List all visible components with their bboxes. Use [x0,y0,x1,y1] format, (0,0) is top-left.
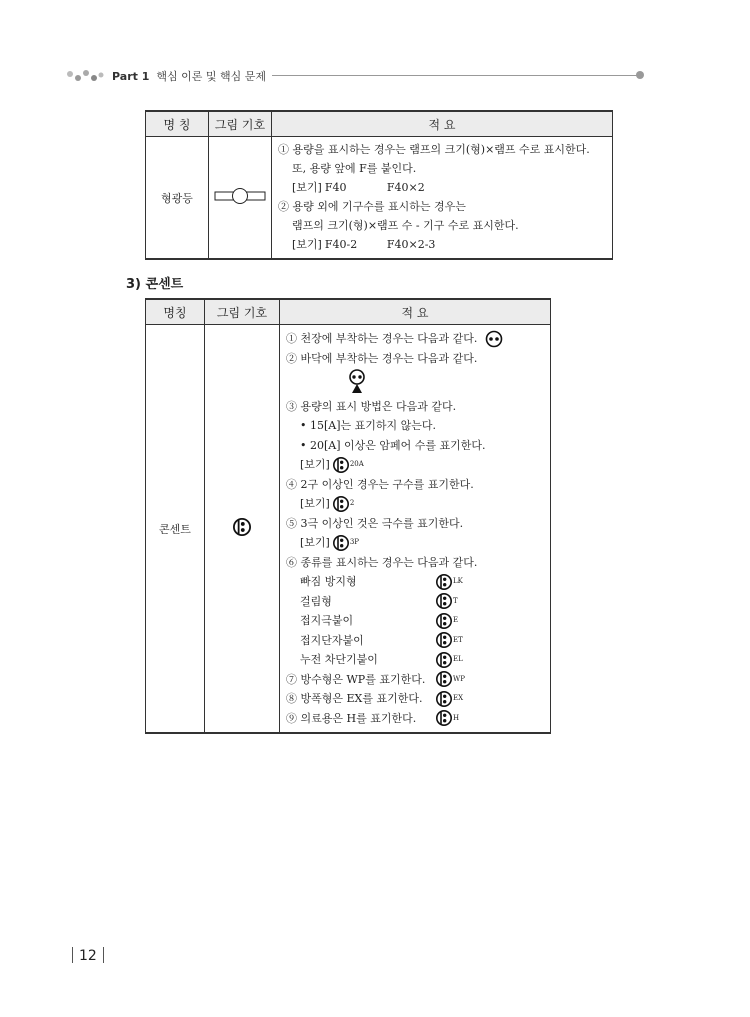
outlet-icon [436,593,452,609]
type-label: 빠짐 방지형 [300,575,357,588]
type-line [286,631,544,651]
type-label: 접지극붙이 [300,614,354,627]
example-a: F40-2 [324,238,358,251]
col-symbol: 그림 기호 [205,299,280,325]
outlet-icon [333,496,349,512]
section-title: 3) 콘센트 [126,277,184,292]
type-label: 접지단자붙이 [300,633,364,647]
col-desc: 적 요 [272,111,613,137]
desc-line: ① 용량을 표시하는 경우는 램프의 크기(형)×램프 수로 표시한다. [278,143,590,156]
fluorescent-lamp-icon [214,187,266,205]
col-symbol: 그림 기호 [209,111,272,137]
type-line [286,689,544,709]
part-label: Part 1 [112,70,150,83]
example-a: F40 [324,181,347,194]
symbol-cell [209,137,272,260]
desc-line: ⑤ 3극 이상인 것은 극수를 표기한다. [286,516,464,530]
symbol-subscript: WP [453,674,465,683]
desc-line: ② 바닥에 부착하는 경우는 다음과 같다. [286,352,478,365]
type-line [286,611,544,631]
floor-outlet-icon [348,369,366,395]
page-number-text: 12 [79,948,97,964]
row-name: 형광등 [146,137,209,260]
symbol-subscript: 2 [349,499,355,507]
symbol-subscript: E [453,616,459,624]
row-name: 콘센트 [146,325,205,734]
symbol-subscript: 3P [349,538,360,546]
symbol-cell [205,325,280,734]
bullet-line: • 15[A]는 표기하지 않는다. [300,419,437,432]
header-rule [272,75,638,76]
outlet-icon [233,518,251,536]
symbol-subscript: LK [453,577,463,585]
outlet-icon [333,535,349,551]
example-line [278,235,606,254]
desc-text: ⑨ 의료용은 H를 표기한다. [286,711,417,725]
outlet-table [145,298,551,734]
ceiling-outlet-icon [485,330,503,348]
col-name: 명 칭 [146,111,209,137]
symbol-subscript: EL [453,655,463,663]
bullet-line: • 20[A] 이상은 암페어 수를 표기한다. [300,438,486,452]
header-title: 핵심 이론 및 핵심 문제 [156,70,266,83]
desc-text: ⑦ 방수형은 WP를 표기한다. [286,672,426,686]
outlet-icon [436,574,452,590]
example-line [286,494,544,514]
desc-line: ② 용량 외에 기구수를 표시하는 경우는 [278,200,466,213]
wave-decoration-icon [66,66,106,86]
header-text [112,68,266,84]
example-line [278,178,606,197]
example-label: [보기] [292,181,322,194]
example-label: [보기] [300,458,330,471]
col-desc: 적 요 [280,299,551,325]
outlet-icon [436,671,452,687]
symbol-subscript: 20A [349,460,364,468]
desc-line: ③ 용량의 표시 방법은 다음과 같다. [286,399,457,413]
symbol-subscript: H [453,713,460,722]
type-label: 누전 차단기붙이 [300,653,378,666]
outlet-icon [333,457,349,473]
desc-line: 램프의 크기(형)×램프 수 - 기구 수로 표시한다. [292,219,519,232]
outlet-icon [436,691,452,707]
example-b: F40×2 [386,181,425,194]
desc-line: ⑥ 종류를 표시하는 경우는 다음과 같다. [286,555,478,569]
type-label: 걸림형 [300,594,332,608]
desc-cell [280,325,551,734]
desc-line: ④ 2구 이상인 경우는 구수를 표기한다. [286,477,474,491]
desc-text: ⑧ 방폭형은 EX를 표기한다. [286,692,423,705]
example-label: [보기] [292,238,322,251]
col-name: 명칭 [146,299,205,325]
outlet-icon [436,652,452,668]
example-label: [보기] [300,536,330,549]
page-number [66,947,110,964]
example-line [286,533,544,553]
page-header [66,66,646,86]
type-line [286,572,544,592]
symbol-subscript: ET [453,635,463,644]
type-line [286,650,544,670]
fluorescent-table [145,110,613,260]
example-b: F40×2-3 [386,238,436,251]
outlet-icon [436,710,452,726]
ceiling-text: ① 천장에 부착하는 경우는 다음과 같다. [286,332,478,346]
desc-line: 또, 용량 앞에 F를 붙인다. [292,162,417,175]
floor-symbol [286,369,544,397]
type-line [286,592,544,612]
desc-line [286,329,544,349]
symbol-subscript: EX [453,694,464,702]
example-line [286,455,544,475]
type-line [286,709,544,729]
page-bar-left [72,947,73,963]
outlet-icon [436,632,452,648]
desc-cell [272,137,613,260]
header-dot [636,71,644,79]
page-bar-right [103,947,104,963]
outlet-icon [436,613,452,629]
example-label: [보기] [300,497,330,510]
symbol-subscript: T [453,596,458,605]
type-line [286,670,544,690]
